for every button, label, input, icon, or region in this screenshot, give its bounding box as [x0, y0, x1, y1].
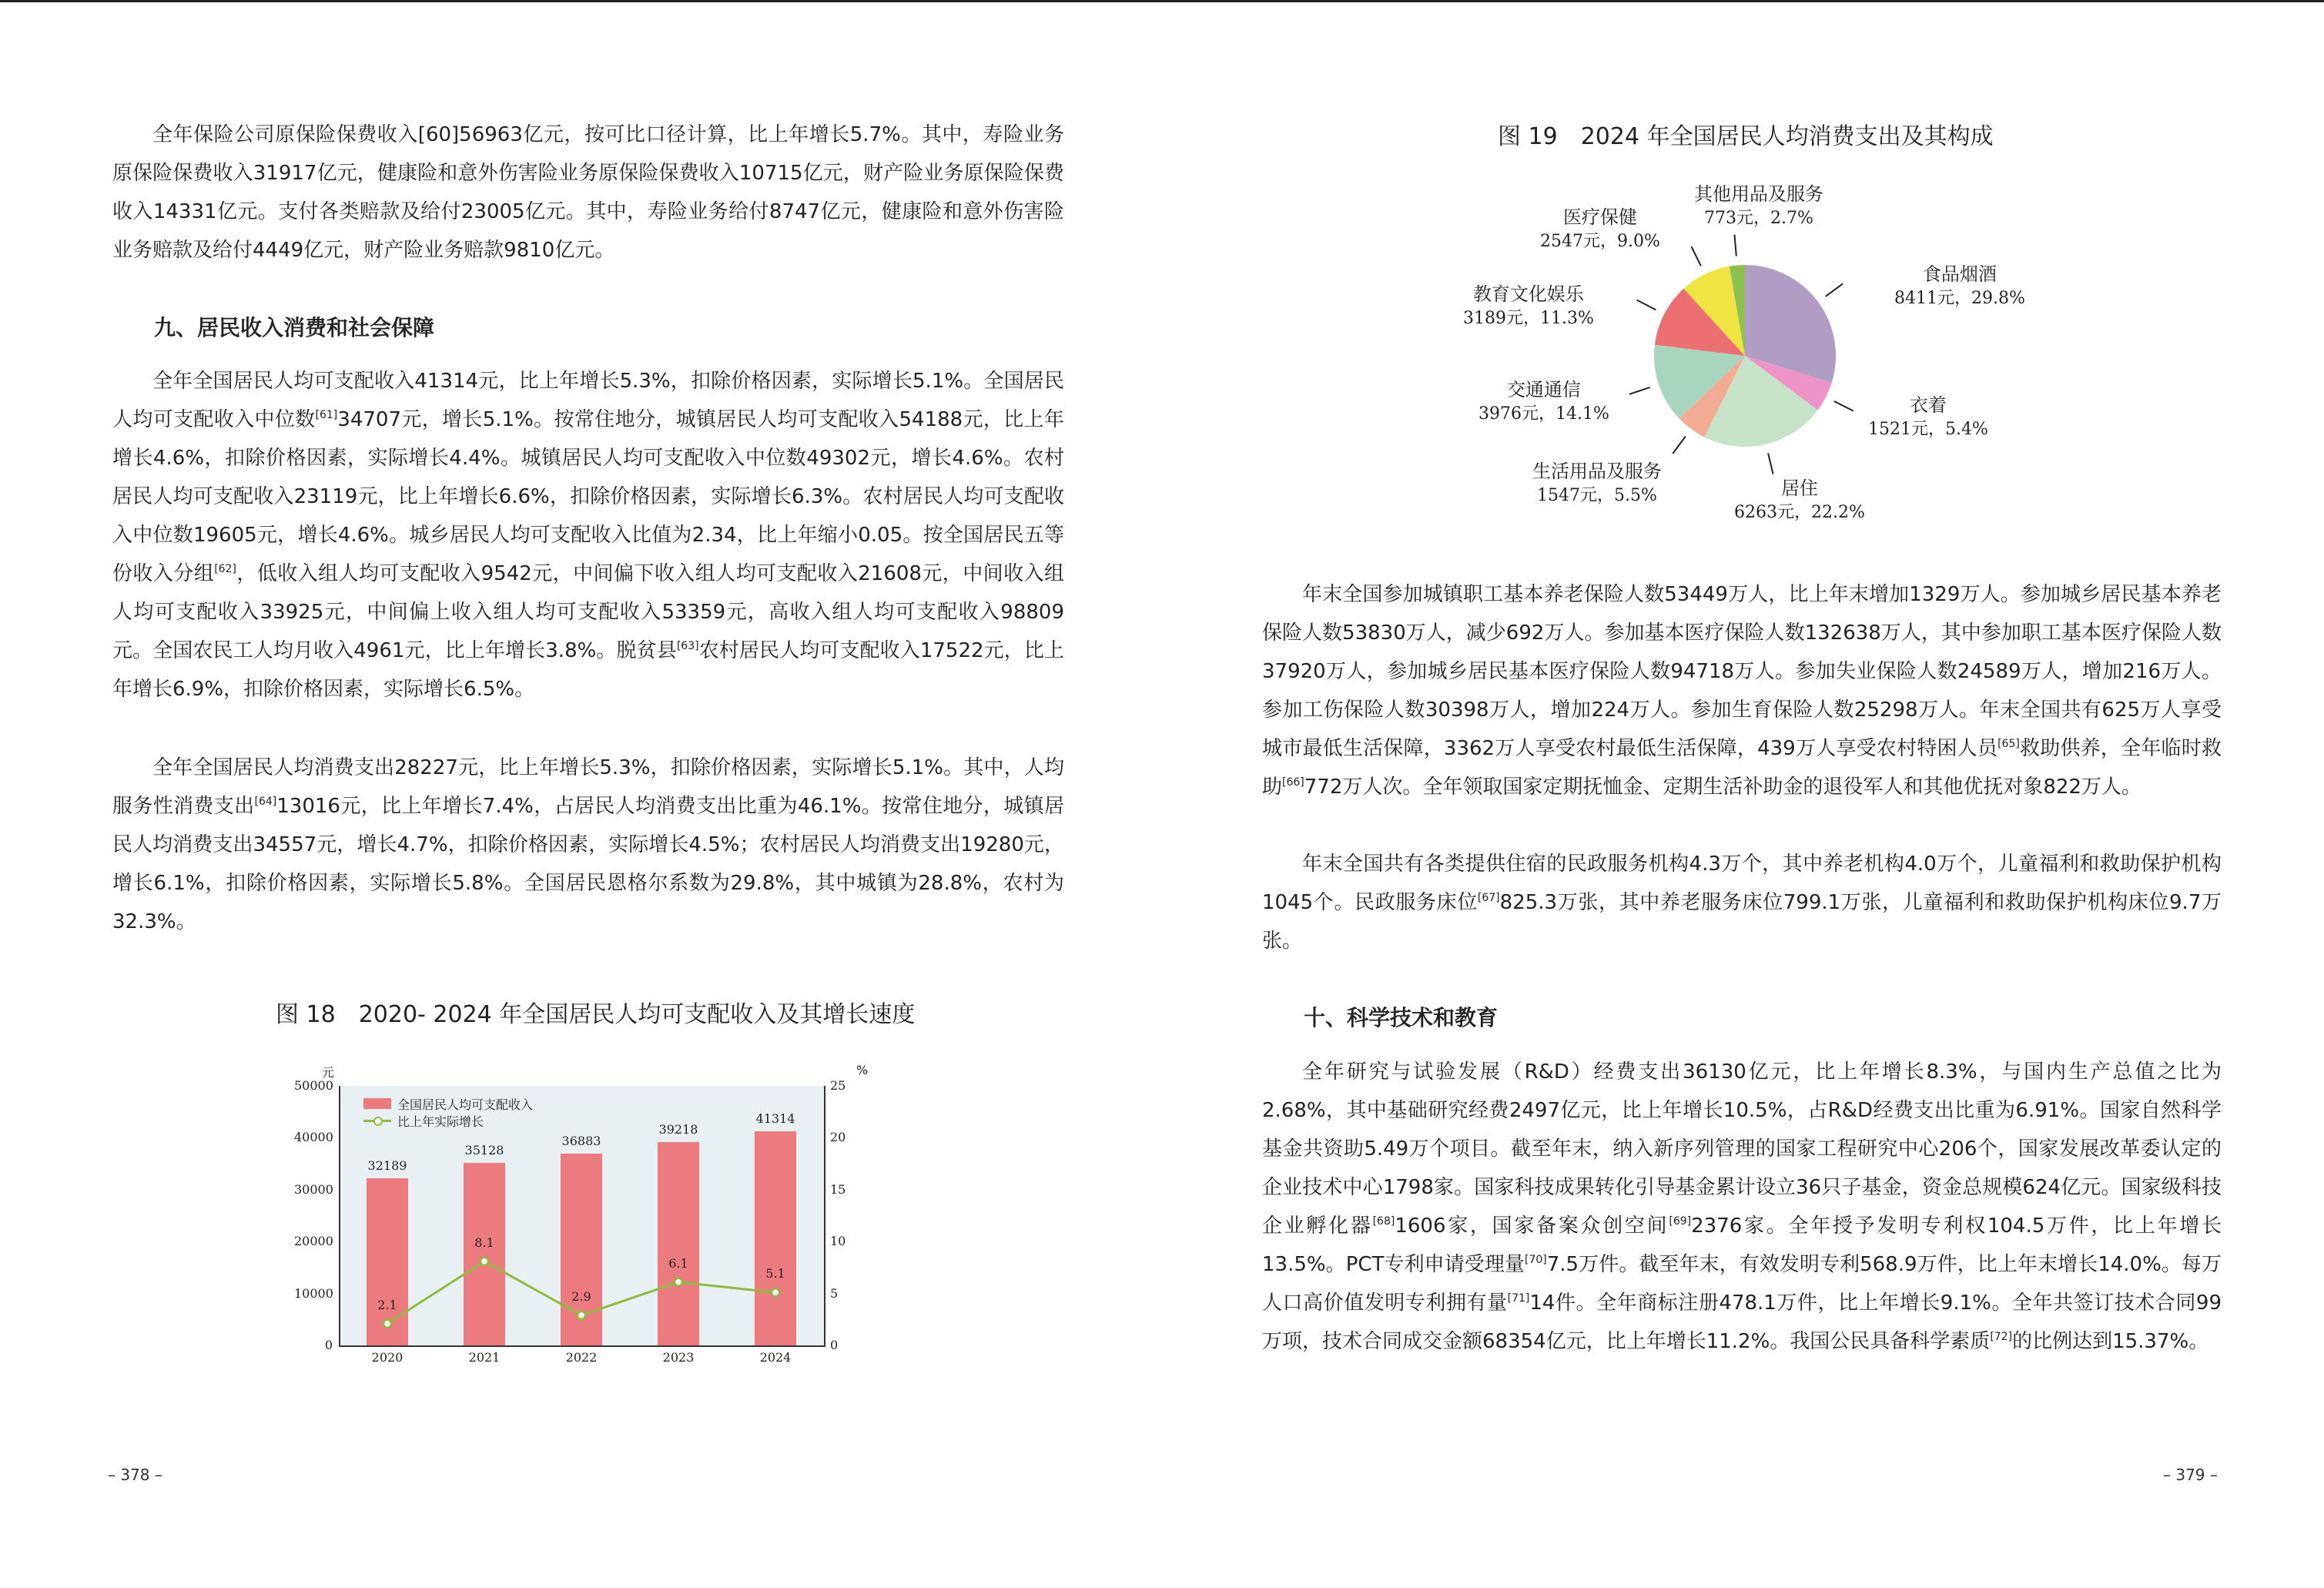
y-tick-label: 40000	[294, 1130, 333, 1145]
y2-tick-label: 5	[830, 1285, 839, 1301]
page-number-right: – 379 –	[2163, 1466, 2218, 1484]
leader-line	[1734, 235, 1736, 256]
y-tick-label: 0	[324, 1338, 333, 1352]
y2-tick-label: 20	[830, 1130, 846, 1145]
paragraph-pension: 年末全国参加城镇职工基本养老保险人数53449万人，比上年末增加1329万人。参加城乡居民基本养老保险人数53830万人，减少692万人。参加基本医疗保险人数132638万人，其中参加职工基本医疗保险人数37920万人，参加城乡居民基本医疗保险人数94718万人。参加失业保险人数24589万人，增加216万人。参加工伤保险人数30398万人，增加224万人。参加生育保险人数25298万人。年末全国共有625万人享受城市最低生活保障，3362万人享受农村最低生活保障，439万人享受农村特困人员[65]救助供养，全年临时救助[66]772万人次。全年领取国家定期抚恤金、定期生活补助金的退役军人和其他优抚对象822万人。	[1262, 583, 2222, 799]
x-tick-label: 2020	[371, 1350, 404, 1365]
leader-line	[1768, 453, 1773, 474]
growth-value-label: 2.9	[571, 1288, 591, 1304]
figure-19-chart	[1463, 177, 2064, 531]
bar-value-label: 39218	[658, 1121, 698, 1137]
y2-tick-label: 0	[830, 1338, 839, 1352]
bar-value-label: 35128	[464, 1143, 504, 1158]
bar-value-label: 32189	[367, 1158, 407, 1174]
growth-line-svg	[293, 1063, 886, 1371]
figure-19-title: 图 19 2024 年全国居民人均消费支出及其构成	[1498, 123, 1994, 150]
leader-line	[1691, 246, 1700, 266]
growth-point	[383, 1320, 391, 1328]
leader-line	[1834, 401, 1854, 411]
growth-value-label: 2.1	[377, 1297, 397, 1312]
growth-point	[772, 1288, 779, 1296]
growth-value-label: 5.1	[765, 1266, 785, 1281]
y-tick-label: 30000	[294, 1181, 333, 1197]
y-tick-label: 50000	[294, 1078, 333, 1093]
legend-label-growth: 比上年实际增长	[397, 1114, 484, 1129]
pie-label-clothing: 衣着 1521元，5.4%	[1868, 394, 1988, 439]
page-number-left: – 378 –	[108, 1466, 162, 1484]
leader-line	[1629, 387, 1650, 394]
pie-label-food: 食品烟酒 8411元，29.8%	[1894, 263, 2025, 308]
paragraph-income: 全年全国居民人均可支配收入41314元，比上年增长5.3%，扣除价格因素，实际增长5.1%。全国居民人均可支配收入中位数[61]34707元，增长5.1%。按常住地分，城镇居民人均可支配收入54188元，比上年增长4.6%，扣除价格因素，实际增长4.4%。城镇居民人均可支配收入中位数49302元，增长4.6%。农村居民人均可支配收入23119元，比上年增长6.6%，扣除价格因素，实际增长6.3%。农村居民人均可支配收入中位数19605元，增长4.6%。城乡居民人均可支配收入比值为2.34，比上年缩小0.05。按全国居民五等份收入分组[62]，低收入组人均可支配收入9542元，中间偏下收入组人均可支配收入21608元，中间收入组人均可支配收入33925元，中间偏上收入组人均可支配收入53359元，高收入组人均可支配收入98809元。全国农民工人均月收入4961元，比上年增长3.8%。脱贫县[63]农村居民人均可支配收入17522元，比上年增长6.9%，扣除价格因素，实际增长6.5%。	[112, 370, 1064, 701]
bar-value-label: 41314	[755, 1111, 795, 1126]
growth-value-label: 8.1	[474, 1235, 494, 1250]
leader-line	[1826, 283, 1843, 296]
y-tick-label: 20000	[294, 1234, 333, 1249]
pie-label-household: 生活用品及服务 1547元，5.5%	[1532, 461, 1662, 505]
growth-point	[675, 1278, 682, 1286]
figure-18-title: 图 18 2020- 2024 年全国居民人均可支配收入及其增长速度	[276, 1001, 916, 1028]
x-tick-label: 2021	[468, 1350, 501, 1365]
x-tick-label: 2023	[662, 1350, 695, 1365]
figure-18-chart	[293, 1063, 886, 1371]
pie-label-transport: 交通通信 3976元，14.1%	[1478, 379, 1609, 424]
pie-label-education: 教育文化娱乐 3189元，11.3%	[1463, 283, 1594, 328]
legend-label-income: 全国居民人均可支配收入	[397, 1097, 534, 1112]
section-heading-10: 十、科学技术和教育	[1304, 1005, 1499, 1030]
x-tick-label: 2024	[759, 1350, 792, 1365]
paragraph-science: 全年研究与试验发展（R&D）经费支出36130亿元，比上年增长8.3%，与国内生产总值之比为2.68%，其中基础研究经费2497亿元，比上年增长10.5%，占R&D经费支出比重为6.91%。国家自然科学基金共资助5.49万个项目。截至年末，纳入新序列管理的国家工程研究中心206个，国家发展改革委认定的企业技术中心1798家。国家科技成果转化引导基金累计设立36只子基金，资金总规模624亿元。国家级科技企业孵化器[68]1606家，国家备案众创空间[69]2376家。全年授予发明专利权104.5万件，比上年增长13.5%。PCT专利申请受理量[70]7.5万件。截至年末，有效发明专利568.9万件，比上年末增长14.0%。每万人口高价值发明专利拥有量[71]14件。全年商标注册478.1万件，比上年增长9.1%。全年共签订技术合同99万项，技术合同成交金额68354亿元，比上年增长11.2%。我国公民具备科学素质[72]的比例达到15.37%。	[1262, 1060, 2222, 1353]
bar-value-label: 36883	[561, 1134, 601, 1149]
y2-tick-label: 10	[830, 1234, 846, 1249]
paragraph-consumption: 全年全国居民人均消费支出28227元，比上年增长5.3%，扣除价格因素，实际增长5.1%。其中，人均服务性消费支出[64]13016元，比上年增长7.4%，占居民人均消费支出比重为46.1%。按常住地分，城镇居民人均消费支出34557元，增长4.7%，扣除价格因素，实际增长4.5%；农村居民人均消费支出19280元，增长6.1%，扣除价格因素，实际增长5.8%。全国居民恩格尔系数为29.8%，其中城镇为28.8%，农村为32.3%。	[112, 756, 1064, 933]
paragraph-civil-affairs: 年末全国共有各类提供住宿的民政服务机构4.3万个，其中养老机构4.0万个，儿童福利和救助保护机构1045个。民政服务床位[67]825.3万张，其中养老服务床位799.1万张，儿童福利和救助保护机构床位9.7万张。	[1262, 853, 2222, 953]
pie-label-medical: 医疗保健 2547元，9.0%	[1540, 206, 1660, 251]
paragraph-insurance: 全年保险公司原保险保费收入[60]56963亿元，按可比口径计算，比上年增长5.7%。其中，寿险业务原保险保费收入31917亿元，健康险和意外伤害险业务原保险保费收入10715亿元，财产险业务原保险保费收入14331亿元。支付各类赔款及给付23005亿元。其中，寿险业务给付8747亿元，健康险和意外伤害险业务赔款及给付4449亿元，财产险业务赔款9810亿元。	[112, 123, 1064, 262]
leader-line	[1673, 437, 1686, 454]
unit-right: %	[856, 1063, 869, 1077]
y-tick-label: 10000	[294, 1285, 333, 1301]
pie-label-housing: 居住 6263元，22.2%	[1734, 477, 1865, 522]
section-heading-9: 九、居民收入消费和社会保障	[154, 315, 435, 340]
pie-label-other: 其他用品及服务 773元，2.7%	[1694, 183, 1823, 228]
leader-line	[1637, 300, 1656, 310]
growth-point	[578, 1312, 585, 1319]
y2-tick-label: 25	[830, 1078, 846, 1093]
unit-left: 元	[322, 1065, 335, 1080]
y2-tick-label: 15	[830, 1181, 846, 1197]
growth-point	[481, 1258, 488, 1265]
growth-value-label: 6.1	[668, 1255, 688, 1271]
x-tick-label: 2022	[565, 1350, 598, 1365]
